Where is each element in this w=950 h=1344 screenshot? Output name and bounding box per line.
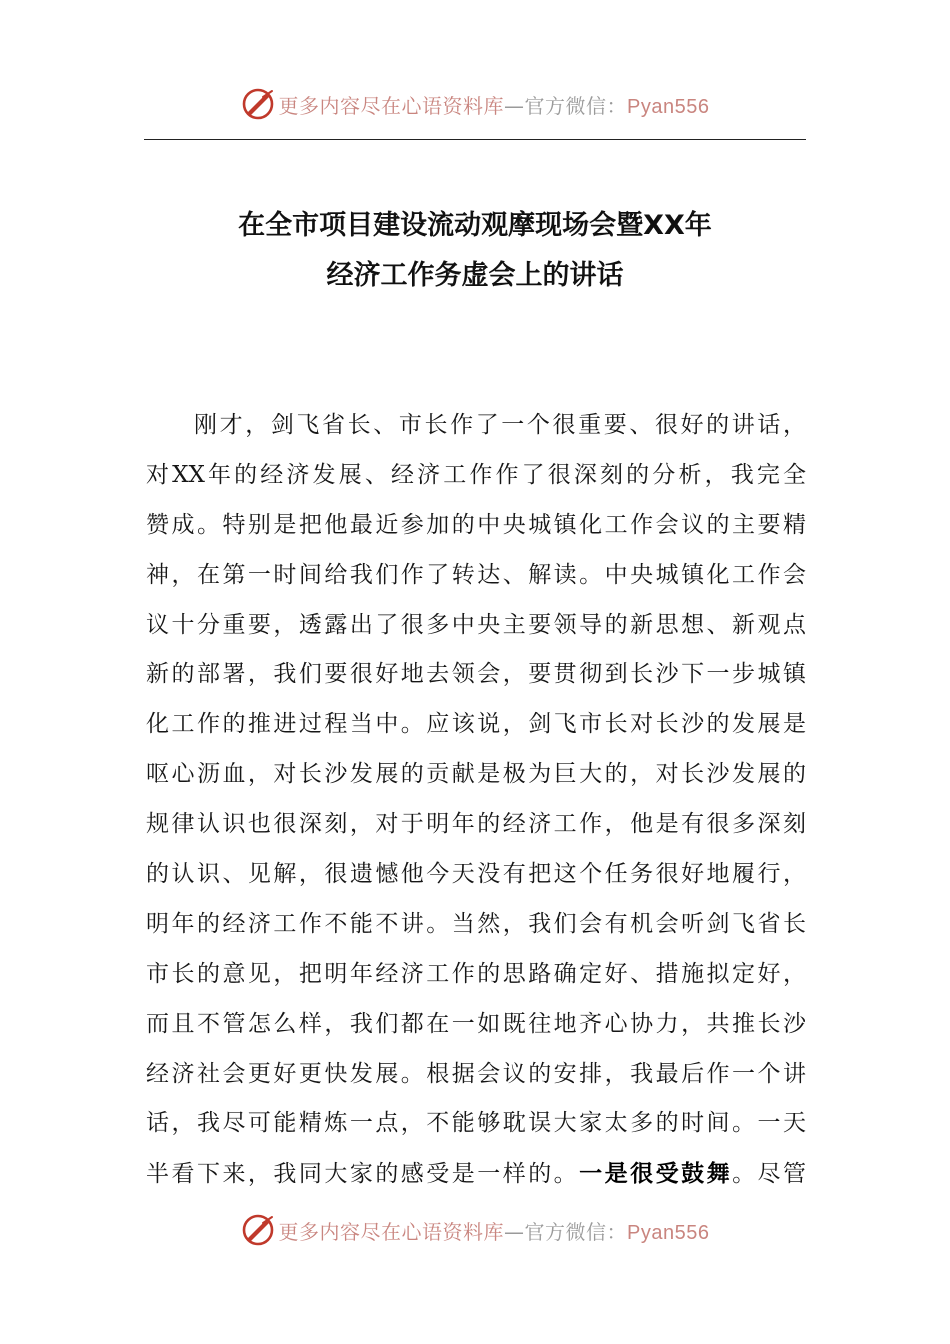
pen-logo-icon — [241, 1213, 275, 1247]
paragraph-line: 赞成。特别是把他最近参加的中央城镇化工作会议的主要精 — [146, 511, 806, 538]
header-divider — [144, 139, 806, 140]
banner-wechat-label: 官方微信： — [524, 93, 628, 118]
banner-site-text: 更多内容尽在心语资料库 — [278, 1219, 505, 1244]
paragraph-line: 呕心沥血，对长沙发展的贡献是极为巨大的，对长沙发展的 — [146, 761, 806, 788]
paragraph-line: 明年的经济工作不能不讲。当然，我们会有机会听剑飞省长 — [146, 910, 806, 937]
paragraph-line: 话，我尽可能精炼一点，不能够耽误大家太多的时间。一天 — [146, 1110, 806, 1137]
emphasis-point-one: 一是很受鼓舞 — [579, 1160, 733, 1188]
last-line-tail: 。尽管 — [732, 1161, 807, 1188]
speech-paragraph — [146, 401, 806, 1199]
paragraph-line: 对XX年的经济发展、经济工作作了很深刻的分析，我完全 — [146, 461, 806, 488]
banner-wechat-id: Pyan556 — [627, 95, 710, 118]
paragraph-line: 市长的意见，把明年经济工作的思路确定好、措施拟定好， — [146, 960, 806, 987]
document-title-line-2: 经济工作务虚会上的讲话 — [326, 260, 624, 291]
paragraph-line: 新的部署，我们要很好地去领会，要贯彻到长沙下一步城镇 — [146, 661, 806, 688]
paragraph-line: 化工作的推进过程当中。应该说，剑飞市长对长沙的发展是 — [146, 711, 806, 738]
document-title-line-1: 在全市项目建设流动观摩现场会暨XX年 — [238, 210, 712, 241]
paragraph-line: 刚才，剑飞省长、市长作了一个很重要、很好的讲话， — [194, 412, 806, 438]
paragraph-line: 的认识、见解，很遗憾他今天没有把这个任务很好地履行， — [146, 861, 806, 888]
paragraph-line: 而且不管怎么样，我们都在一如既往地齐心协力，共推长沙 — [146, 1010, 806, 1037]
footer-banner — [0, 1210, 950, 1250]
header-banner — [0, 84, 950, 124]
paragraph-line: 经济社会更好更快发展。根据会议的安排，我最后作一个讲 — [146, 1060, 806, 1087]
paragraph-line-last — [146, 1149, 806, 1199]
banner-separator: — — [504, 1219, 525, 1244]
pen-logo-icon — [241, 87, 275, 121]
banner-wechat-label: 官方微信： — [524, 1219, 628, 1244]
last-line-text: 半看下来，我同大家的感受是一样的。 — [146, 1161, 580, 1188]
paragraph-line: 规律认识也很深刻，对于明年的经济工作，他是有很多深刻 — [146, 811, 806, 838]
banner-site-text: 更多内容尽在心语资料库 — [278, 93, 505, 118]
banner-wechat-id: Pyan556 — [627, 1221, 710, 1244]
paragraph-line: 议十分重要，透露出了很多中央主要领导的新思想、新观点 — [146, 611, 806, 638]
banner-separator: — — [504, 93, 525, 118]
paragraph-line: 神，在第一时间给我们作了转达、解读。中央城镇化工作会 — [146, 561, 806, 588]
